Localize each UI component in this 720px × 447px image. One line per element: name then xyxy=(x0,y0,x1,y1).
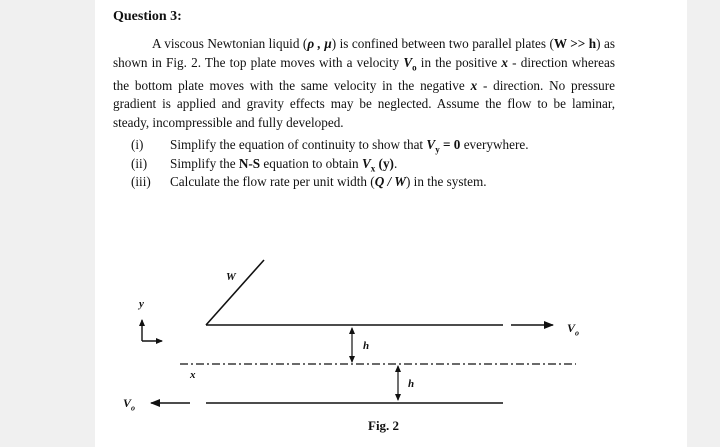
task-num: (iii) xyxy=(131,174,151,190)
task-1-eq: = 0 xyxy=(439,137,461,152)
plate-width-line xyxy=(206,260,264,325)
task-1-text-d: everywhere. xyxy=(460,137,529,152)
task-2-y: (y) xyxy=(375,155,394,171)
task-num: (ii) xyxy=(131,155,148,171)
h-upper-label: h xyxy=(363,340,370,352)
stmt-part-3: ) as shown in Fig. 2. The top plate moves with a velocity xyxy=(113,36,616,70)
task-2-text-a: Simplify the xyxy=(170,155,239,171)
task-num: (i) xyxy=(131,137,144,152)
stmt-x2: x xyxy=(470,77,478,93)
task-3-text-a: Calculate the flow rate per unit width ( xyxy=(170,174,375,190)
task-1-vy-sub: y xyxy=(435,144,440,155)
task-2-period: . xyxy=(393,155,398,171)
task-2-vx-sub: x xyxy=(370,163,376,174)
vo-top-sub: o xyxy=(575,328,580,338)
task-1-vy: V xyxy=(426,137,436,152)
task-3-text-c: ) in the system. xyxy=(405,174,487,190)
stmt-x1: x xyxy=(501,54,509,70)
bottom-velocity-label xyxy=(123,396,135,412)
h-lower-label: h xyxy=(408,378,415,390)
task-1-text-a: Simplify the equation of continuity to show that xyxy=(170,137,427,152)
task-2-text-c: equation to obtain xyxy=(260,155,362,171)
stmt-vo: V xyxy=(403,54,413,70)
question-title: Question 3: xyxy=(113,9,182,24)
vo-bottom-sub: o xyxy=(131,403,136,413)
vo-bottom-v: V xyxy=(123,396,132,410)
stmt-part-2: ) is confined between two parallel plates ( xyxy=(331,36,554,51)
stmt-w-h: W >> h xyxy=(553,36,597,51)
top-velocity-label xyxy=(567,321,579,337)
task-3-qw: Q / W xyxy=(374,174,406,190)
vo-top-v: V xyxy=(567,321,576,335)
x-axis-label: x xyxy=(190,369,196,381)
w-label: W xyxy=(226,271,236,283)
stmt-vo-sub: o xyxy=(412,62,417,73)
stmt-part-1: A viscous Newtonian liquid ( xyxy=(152,36,308,51)
task-2-ns: N-S xyxy=(238,155,261,171)
stmt-part-5: - direction whereas the bottom plate moves with the same velocity in the negative xyxy=(113,54,615,93)
task-2-vx: V xyxy=(361,155,371,171)
figure-caption: Fig. 2 xyxy=(368,418,400,433)
stmt-part-4: in the positive xyxy=(416,54,502,70)
stmt-part-6: - direction. No pressure gradient is applied and gravity effects may be neglected. Assume the flow to be laminar, steady, incompressible and fully developed. xyxy=(113,77,615,131)
y-axis-label: y xyxy=(139,298,144,310)
stmt-rho-mu: ρ , μ xyxy=(307,36,332,51)
